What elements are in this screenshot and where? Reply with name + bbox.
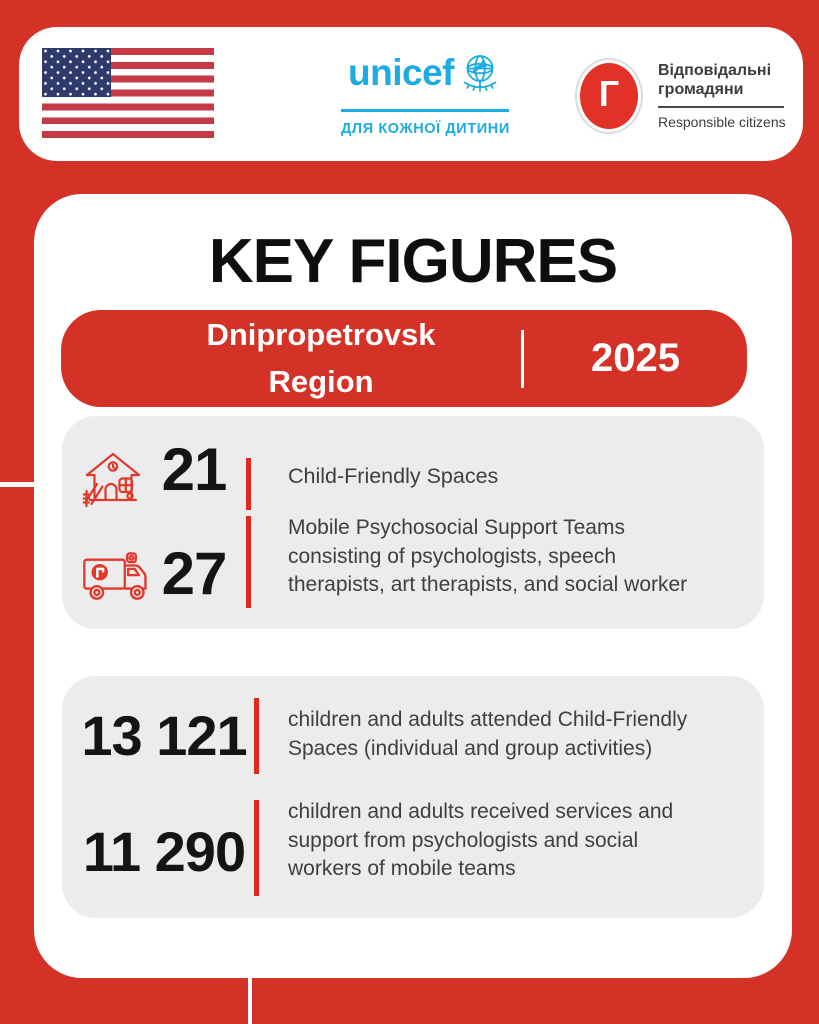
stat-description-line: support from psychologists and social <box>288 828 639 852</box>
rc-title-line-2: громадяни <box>658 80 744 98</box>
stat-divider <box>254 698 259 774</box>
year-label: 2025 <box>591 336 680 380</box>
stat-description-line: therapists, art therapists, and social worker <box>288 573 688 597</box>
stat-description-line: Mobile Psychosocial Support Teams <box>288 516 625 539</box>
stats-panel-services <box>62 416 764 629</box>
region-year-banner <box>61 310 747 407</box>
rc-text-block <box>658 62 790 131</box>
usa-flag-icon <box>42 48 214 138</box>
unicef-tagline: ДЛЯ КОЖНОЇ ДИТИНИ <box>341 120 510 137</box>
stat-divider <box>246 458 251 510</box>
unicef-wordmark: unicef <box>348 52 454 93</box>
rc-monogram: Г <box>598 73 620 114</box>
stat-value-attended: 13 121 <box>81 704 247 767</box>
page-title: KEY FIGURES <box>208 227 618 296</box>
stat-value-teams: 27 <box>161 540 227 607</box>
rc-title-line-1: Відповідальні <box>658 61 772 79</box>
house-playground-icon <box>82 448 144 517</box>
rc-divider <box>658 106 784 108</box>
stat-description-line: children and adults received services and <box>288 800 674 823</box>
stats-panel-reach <box>62 676 764 918</box>
region-name-line-1: Dnipropetrovsk <box>206 317 436 352</box>
region-name-line-2: Region <box>268 363 374 399</box>
left-edge-white-tick <box>0 482 34 487</box>
stat-value-received: 11 290 <box>82 820 246 883</box>
stat-description-line: Spaces (individual and group activities) <box>288 736 653 760</box>
key-figures-card <box>34 194 792 978</box>
stat-description-received <box>288 798 673 884</box>
usa-flag-canton <box>42 48 111 97</box>
unicef-globe-emblem-icon <box>458 51 502 100</box>
region-name <box>61 312 521 405</box>
stat-description-attended <box>288 706 687 763</box>
rc-subtitle: Responsible citizens <box>658 114 786 131</box>
stat-description-line: children and adults attended Child-Friendly <box>288 708 688 731</box>
rc-logo-circle <box>580 63 638 129</box>
stat-divider <box>246 516 251 608</box>
bottom-edge-white-tick <box>248 978 252 1024</box>
unicef-divider <box>341 109 509 112</box>
rc-logo-ring <box>575 58 643 134</box>
stat-divider <box>254 800 259 896</box>
responsible-citizens-logo-icon <box>575 58 790 134</box>
stat-description-line: consisting of psychologists, speech <box>288 544 617 568</box>
stat-description-spaces: Child-Friendly Spaces <box>288 464 499 488</box>
logo-bar <box>19 27 803 161</box>
stat-description-line: workers of mobile teams <box>288 857 516 881</box>
stat-description-teams <box>288 514 687 600</box>
stat-value-spaces: 21 <box>161 436 227 503</box>
unicef-logo <box>341 51 509 137</box>
